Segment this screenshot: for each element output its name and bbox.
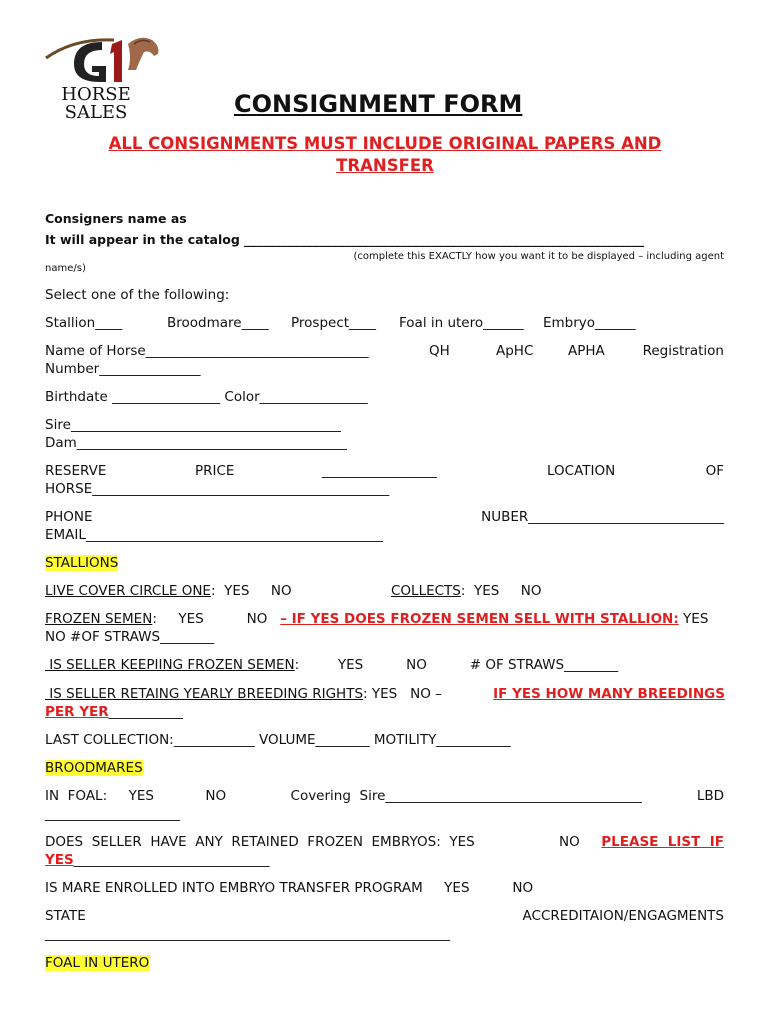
embryos-list-field[interactable]: _____________________________ — [73, 852, 270, 868]
svg-text:HORSE: HORSE — [61, 84, 131, 105]
state-accreditation-field[interactable]: ____________________________________________________________ — [45, 926, 450, 942]
birthdate-color-field[interactable]: Birthdate ________________ Color________________ — [45, 389, 368, 405]
price-field[interactable]: _________________ — [322, 463, 437, 479]
registration-label: Registration — [642, 343, 724, 359]
phone-label: PHONE — [45, 509, 93, 525]
notice-line-1: ALL CONSIGNMENTS MUST INCLUDE ORIGINAL PAPERS AND — [108, 134, 662, 153]
registration-number-field[interactable]: Number_______________ — [45, 361, 201, 377]
consigner-hint-2: name/s) — [45, 263, 86, 274]
of-label: OF — [705, 463, 724, 479]
consigner-label-1: Consigners name as — [45, 211, 187, 226]
collects-row — [391, 583, 542, 599]
type-stallion[interactable]: Stallion____ — [45, 315, 123, 331]
frozen-semen-label: FROZEN SEMEN — [45, 611, 153, 627]
live-cover-options[interactable]: : YES NO — [210, 583, 292, 599]
breeding-rights-row — [45, 686, 725, 702]
breedings-question-2: PER YER — [45, 704, 109, 720]
type-foal-in-utero[interactable]: Foal in utero______ — [399, 315, 524, 331]
breed-aphc: ApHC — [496, 343, 534, 359]
sire-field[interactable]: Sire________________________________________ — [45, 417, 341, 433]
embryo-transfer-row[interactable]: IS MARE ENROLLED INTO EMBRYO TRANSFER PROGRAM YES NO — [45, 880, 534, 896]
lbd-label: LBD — [696, 788, 724, 804]
live-cover-label: LIVE COVER CIRCLE ONE — [45, 583, 211, 599]
breed-apha: APHA — [568, 343, 605, 359]
breedings-per-year-field[interactable]: ___________ — [108, 704, 183, 720]
form-title: CONSIGNMENT FORM — [234, 90, 523, 118]
notice-line-2: TRANSFER — [336, 156, 434, 175]
type-broodmare[interactable]: Broodmare____ — [167, 315, 269, 331]
dam-field[interactable]: Dam________________________________________ — [45, 435, 347, 451]
horse-name-field[interactable]: Name of Horse_________________________________ — [45, 343, 369, 359]
lbd-field[interactable]: ____________________ — [45, 806, 180, 822]
frozen-semen-question: – IF YES DOES FROZEN SEMEN SELL WITH STALLION: — [280, 611, 679, 627]
phone-number-field[interactable]: NUBER_____________________________ — [481, 509, 724, 525]
breeding-rights-label: IS SELLER RETAING YEARLY BREEDING RIGHTS — [45, 686, 364, 702]
location-label: LOCATION — [547, 463, 616, 479]
accreditation-label: ACCREDITAION/ENGAGMENTS — [522, 908, 724, 924]
price-label: PRICE — [195, 463, 235, 479]
straws-field[interactable]: NO #OF STRAWS________ — [45, 629, 215, 645]
breedings-per-year-row — [45, 704, 183, 720]
frozen-sell-yes[interactable]: YES — [678, 611, 709, 627]
email-field[interactable]: EMAIL____________________________________________ — [45, 527, 383, 543]
consigner-name-field[interactable]: It will appear in the catalog ________________________________________________________________ — [45, 232, 645, 247]
consigner-hint: (complete this EXACTLY how you want it to be displayed – including agent — [353, 251, 724, 262]
company-logo — [44, 30, 164, 122]
embryos-list-prompt: PLEASE LIST IF — [601, 834, 724, 850]
embryos-no[interactable]: NO — [559, 834, 580, 850]
horse-location-field[interactable]: HORSE____________________________________________ — [45, 481, 390, 497]
foal-in-utero-header: FOAL IN UTERO — [45, 955, 150, 971]
broodmares-header: BROODMARES — [45, 760, 143, 776]
state-label: STATE — [45, 908, 86, 924]
breeding-rights-options[interactable]: : YES NO – — [363, 686, 447, 702]
reserve-label: RESERVE — [45, 463, 107, 479]
embryos-list-row — [45, 852, 269, 868]
keeping-semen-label: IS SELLER KEEPIING FROZEN SEMEN — [45, 657, 295, 673]
select-label: Select one of the following: — [45, 287, 230, 303]
embryos-list-prompt-2: YES — [45, 852, 74, 868]
live-cover-row — [45, 583, 292, 599]
collection-volume-motility-field[interactable]: LAST COLLECTION:____________ VOLUME________ MOTILITY___________ — [45, 732, 511, 748]
type-prospect[interactable]: Prospect____ — [291, 315, 377, 331]
svg-text:SALES: SALES — [64, 102, 128, 122]
horse-logo-icon — [44, 30, 164, 122]
collects-options[interactable]: : YES NO — [460, 583, 542, 599]
stallions-header: STALLIONS — [45, 555, 119, 571]
keeping-semen-row — [45, 657, 618, 673]
collects-label: COLLECTS — [391, 583, 461, 599]
notice-banner — [45, 133, 725, 177]
breed-qh: QH — [429, 343, 450, 359]
frozen-semen-row — [45, 611, 725, 627]
type-embryo[interactable]: Embryo______ — [543, 315, 636, 331]
keeping-semen-options[interactable]: : YES NO # OF STRAWS________ — [294, 657, 619, 673]
in-foal-row[interactable]: IN FOAL: YES NO Covering Sire______________________________________ — [45, 788, 642, 804]
breedings-question: IF YES HOW MANY BREEDINGS — [493, 686, 725, 702]
embryos-question[interactable]: DOES SELLER HAVE ANY RETAINED FROZEN EMBRYOS: YES — [45, 834, 475, 850]
frozen-semen-options[interactable]: : YES NO — [152, 611, 281, 627]
